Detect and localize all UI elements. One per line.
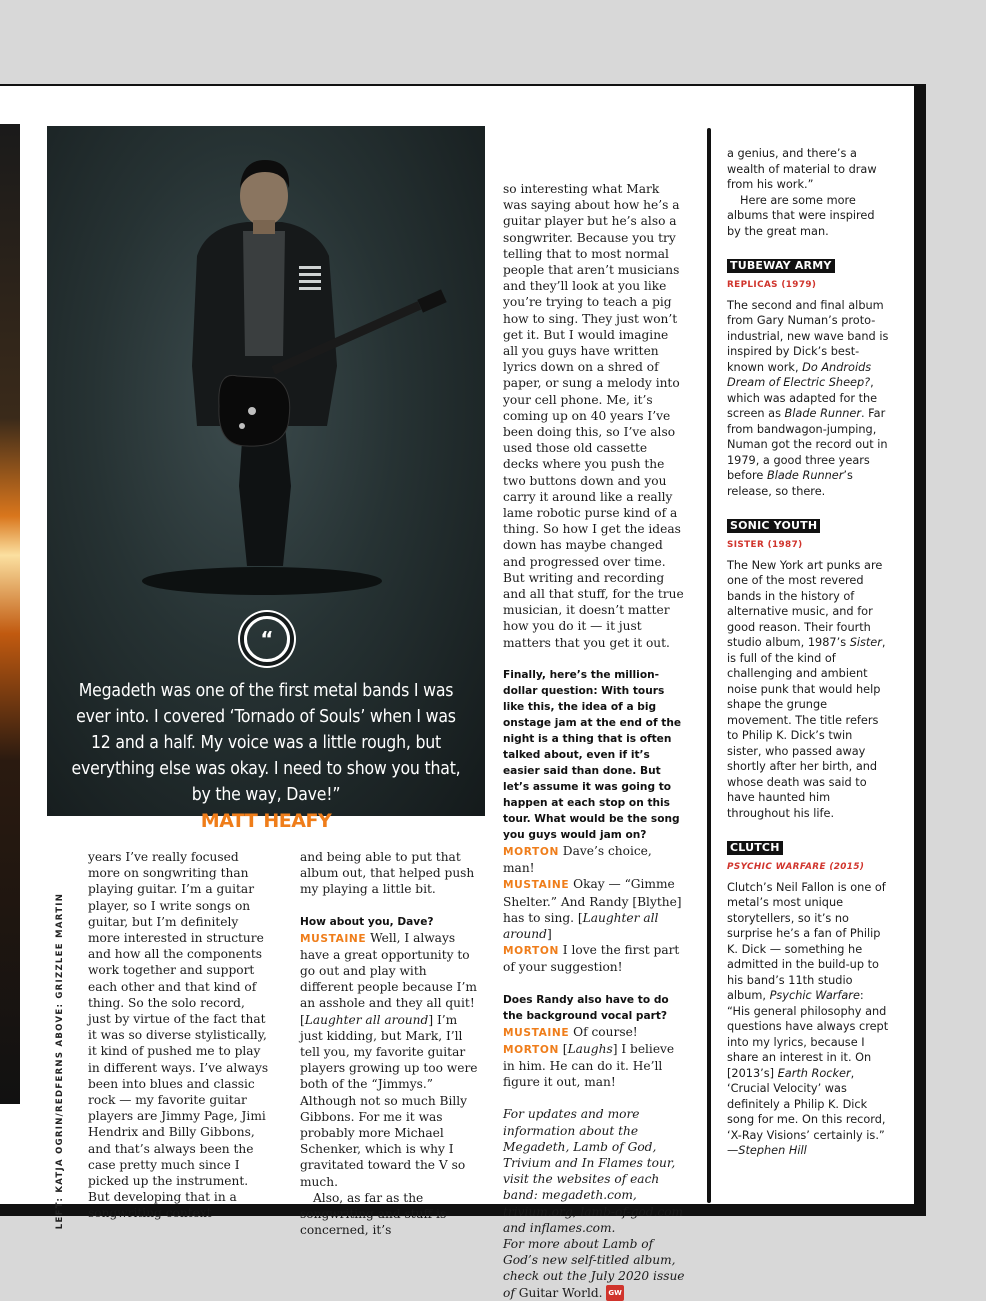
entry-italic: Do Androids Dream of Electric Sheep? xyxy=(727,360,872,389)
entry-text: , which was adapted for the screen as xyxy=(727,376,878,420)
entry-text: The second and final album from Gary Numan’s proto-industrial, new wave band is inspired by Dick’s best-known work, xyxy=(727,298,889,374)
entry-italic: Blade Runner xyxy=(784,407,861,420)
entry-text: The New York art punks are one of the most revered bands in the history of alternative music, and for good reason. Their fourth studio album, 1987’s xyxy=(727,558,883,649)
answer-text: [ xyxy=(558,1041,568,1056)
entry-italic: Sister xyxy=(849,636,882,649)
magazine-page xyxy=(0,84,926,1300)
question-dave: How about you, Dave? xyxy=(300,915,434,928)
entry-clutch xyxy=(727,880,889,1159)
speaker-mustaine: MUSTAINE xyxy=(503,1026,570,1039)
band-label-sonic-youth: SONIC YOUTH xyxy=(727,519,820,533)
answer-italic: Laughs xyxy=(567,1041,613,1056)
photo-credit-text: LEFT: KATJA OGRIN/REDFERNS ABOVE: GRIZZLEE MARTIN xyxy=(55,892,65,1230)
answer-mustaine-2 xyxy=(503,876,685,942)
entry-text: , ‘Crucial Velocity’ was definitely a Philip K. Dick song for me. On this record, ‘X-Ray Visions’ certainly is.” — xyxy=(727,1066,886,1157)
edge-photo xyxy=(0,124,20,1104)
answer-text: Well, I always have a great opportunity to go out and play with different people because I’m an asshole and they all quit! [ xyxy=(300,930,477,1027)
band-label-clutch: CLUTCH xyxy=(727,841,783,855)
entry-tubeway-army xyxy=(727,298,889,500)
band-label-tubeway-army: TUBEWAY ARMY xyxy=(727,259,835,273)
entry-text: . Far from bandwagon-jumping, Numan got the record out in 1979, a good three years before xyxy=(727,407,888,482)
pull-quote: Megadeth was one of the first metal bands I was ever into. I covered ‘Tornado of Souls’ when I was 12 and a half. My voice was a little rough, but everything else was okay. I need to show you that, by the way, Dave!” xyxy=(71,681,461,805)
column-2-paragraph-2: Also, as far as the songwriting and stuff is concerned, it’s xyxy=(300,1190,447,1238)
answer-text: Of course! xyxy=(569,1024,638,1039)
entry-text: ’s release, so there. xyxy=(727,469,853,498)
answer-text: ] I’m just kidding, but Mark, I’ll tell you, my favorite guitar players growing up too were both of the “Jimmys.” Although not so much Billy Gibbons. For me it was probably more Michael Schenker, which is why I gravitated toward the V so much. xyxy=(300,1012,478,1189)
column-2-paragraph-1: and being able to put that album out, that helped push my playing a little bit. xyxy=(300,850,475,897)
tour-info-note: For updates and more information about the Megadeth, Lamb of God, Trivium and In Flames tour, visit the websites of each band: megadeth.com, trivium.org, lamb-of-god.com and inflames.com. xyxy=(503,1107,684,1235)
question-jam: Finally, here’s the million-dollar question: With tours like this, the idea of a big onstage jam at the end of the night is a thing that is often talked about, even if it’s easier said than done. But let’s assume it was going to happen at each stop on this tour. What would be the song you guys would jam on? xyxy=(503,668,682,841)
entry-italic: Blade Runner xyxy=(766,469,844,482)
album-label-sister: SISTER (1987) xyxy=(727,539,803,550)
column-2 xyxy=(300,849,482,1238)
column-3-paragraph-1: so interesting what Mark was saying about how he’s a guitar player but he’s also a songwriter. Because you try telling that to most normal people that aren’t musicians and they’ll look at you like you’re trying to teach a pig how to sing. They just won’t get it. But I would imagine all you guys have written lyrics down on a shred of paper, or sung a melody into your cell phone. Me, it’s coming up on 40 years I’ve been doing this, so I’ve also used those old cassette decks where you push the two buttons down and you carry it around like a really lame robotic purse kind of a thing. So how I get the ideas down has maybe changed and progressed over time. But writing and recording and all that stuff, for the true musician, it doesn’t matter how you do it — it just matters that you get it out. xyxy=(503,182,684,650)
note-text: Guitar World. xyxy=(518,1285,603,1300)
sidebar-intro-2: Here are some more albums that were inspired by the great man. xyxy=(727,193,875,238)
photo-credit xyxy=(50,846,70,1286)
gw-end-icon: GW xyxy=(606,1285,623,1301)
speaker-morton: MORTON xyxy=(503,845,559,858)
column-1-paragraph: years I’ve really focused more on songwriting than playing guitar. I’m a guitar player, so I write songs on guitar, but I’m definitely more interested in structure and how all the components work together and support each other and that kind of thing. So the solo record, just by virtue of the fact that it was so diverse stylistically, it kind of pushed me to play in different ways. I’ve always been into blues and classic rock — my favorite guitar players are Jimmy Page, Jimi Hendrix and Billy Gibbons, and that’s always been the case pretty much since I picked up the instrument. But developing that in a songwriting context xyxy=(88,850,269,1221)
column-1 xyxy=(88,849,270,1222)
answer-italic: Laughter all around xyxy=(503,910,659,941)
answer-morton-2 xyxy=(503,942,685,975)
sidebar xyxy=(727,146,889,1159)
question-randy: Does Randy also have to do the background vocal part? xyxy=(503,993,669,1022)
entry-sonic-youth xyxy=(727,558,889,822)
pull-quote-attribution: MATT HEAFY xyxy=(200,810,332,832)
note-text: For more about Lamb of God’s new self-titled album, check out the July 2020 issue of xyxy=(503,1236,685,1300)
entry-italic: Psychic Warfare xyxy=(769,989,860,1002)
entry-italic: Earth Rocker xyxy=(777,1066,851,1080)
column-3 xyxy=(503,181,685,1301)
quote-icon: “ xyxy=(244,616,290,662)
album-label-psychic-warfare: PSYCHIC WARFARE (2015) xyxy=(727,861,865,872)
answer-text: Dave’s choice, man! xyxy=(503,843,652,876)
sidebar-intro-1: a genius, and there’s a wealth of material to draw from his work.” xyxy=(727,147,877,191)
speaker-mustaine: MUSTAINE xyxy=(300,932,367,945)
speaker-morton: MORTON xyxy=(503,945,559,958)
answer-italic: Laughter all around xyxy=(304,1012,429,1027)
album-note xyxy=(503,1236,685,1301)
entry-text: , is full of the kind of challenging and ambient noise punk that would help shape the grunge movement. The title refers to Philip K. Dick’s twin sister, who passed away shortly after her birth, and whose death was said to have haunted him throughout his life. xyxy=(727,636,886,820)
answer-text: Okay — “Gimme Shelter.” And Randy [Blythe] has to sing. [ xyxy=(503,877,682,925)
guitarist-figure xyxy=(47,126,485,596)
answer-morton-3 xyxy=(503,1041,685,1091)
entry-text: Clutch’s Neil Fallon is one of metal’s most unique storytellers, so it’s no surprise he’s a fan of Philip K. Dick — something he admitted in the build-up to his band’s 11th studio album, xyxy=(727,880,886,1002)
album-label-replicas: REPLICAS (1979) xyxy=(727,279,817,290)
answer-text: ] xyxy=(546,926,552,941)
answer-morton-1 xyxy=(503,843,685,876)
answer-mustaine-1 xyxy=(300,930,482,1190)
sidebar-divider xyxy=(707,128,711,1203)
answer-mustaine-3 xyxy=(503,1024,685,1041)
answer-text: ] I believe in him. He can do it. He’ll figure it out, man! xyxy=(503,1041,675,1090)
author-byline: Stephen Hill xyxy=(738,1144,807,1157)
speaker-mustaine: MUSTAINE xyxy=(503,879,570,892)
matt-heafy-photo xyxy=(47,126,485,832)
speaker-morton: MORTON xyxy=(503,1043,559,1056)
answer-text: I love the first part of your suggestion! xyxy=(503,943,680,975)
entry-text: : “His general philosophy and questions have always crept into my lyrics, because I share an interest in it. On [2013’s] xyxy=(727,989,889,1080)
